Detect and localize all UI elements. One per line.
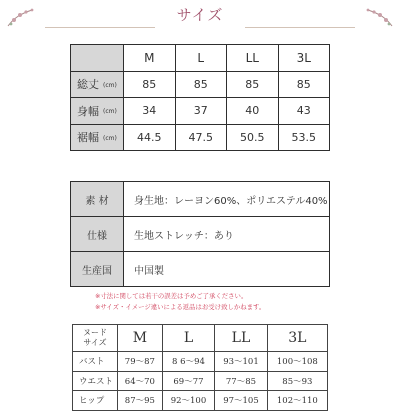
unit-label: (cm) bbox=[103, 81, 117, 89]
table-cell: 100〜108 bbox=[267, 352, 327, 372]
table-cell: 44.5 bbox=[124, 124, 176, 151]
table-cell: 87〜95 bbox=[118, 391, 163, 411]
info-value-origin: 中国製 bbox=[124, 252, 330, 287]
header bbox=[0, 0, 400, 36]
title-divider-right bbox=[245, 27, 355, 28]
size-column-3l: 3L bbox=[278, 45, 330, 72]
row-label-hip: ヒップ bbox=[73, 391, 118, 411]
size-column-m: M bbox=[124, 45, 176, 72]
table-cell: 43 bbox=[278, 98, 330, 125]
nude-column-m: M bbox=[118, 325, 163, 352]
table-cell: 77〜85 bbox=[215, 371, 268, 391]
table-row bbox=[73, 391, 328, 411]
row-label-hem-width bbox=[71, 124, 124, 151]
table-cell: 85 bbox=[175, 71, 227, 98]
table-cell: 40 bbox=[227, 98, 279, 125]
table-row bbox=[73, 371, 328, 391]
table-cell: 85 bbox=[124, 71, 176, 98]
info-label-material: 素 材 bbox=[71, 182, 124, 217]
info-value-material: 身生地：レーヨン60%、ポリエステル40% bbox=[124, 182, 330, 217]
page-title: サイズ bbox=[176, 6, 224, 24]
table-cell: 34 bbox=[124, 98, 176, 125]
nude-column-ll: LL bbox=[215, 325, 268, 352]
size-table-header-row bbox=[71, 45, 330, 72]
table-row bbox=[71, 252, 330, 287]
size-column-ll: LL bbox=[227, 45, 279, 72]
table-cell: 102〜110 bbox=[267, 391, 327, 411]
table-row bbox=[71, 124, 330, 151]
table-cell: 93〜101 bbox=[215, 352, 268, 372]
floral-ornament-icon bbox=[362, 6, 394, 30]
row-label-text: 総丈 bbox=[77, 78, 99, 92]
unit-label: (cm) bbox=[103, 108, 117, 116]
table-cell: 85 bbox=[278, 71, 330, 98]
note-return-policy: ※サイズ・イメージ違いによる返品はお受け致しかねます。 bbox=[95, 303, 266, 311]
title-divider-left bbox=[45, 27, 155, 28]
size-table bbox=[70, 44, 330, 151]
row-label-total-length bbox=[71, 71, 124, 98]
row-label-text: 裾幅 bbox=[77, 131, 99, 145]
row-label-waist: ウエスト bbox=[73, 371, 118, 391]
info-value-spec: 生地ストレッチ：あり bbox=[124, 217, 330, 252]
table-cell: 53.5 bbox=[278, 124, 330, 151]
table-cell: 92〜100 bbox=[162, 391, 215, 411]
table-row bbox=[71, 98, 330, 125]
table-cell: 69〜77 bbox=[162, 371, 215, 391]
info-label-origin: 生産国 bbox=[71, 252, 124, 287]
row-label-bust: バスト bbox=[73, 352, 118, 372]
row-label-body-width bbox=[71, 98, 124, 125]
nude-table-header-row bbox=[73, 325, 328, 352]
table-row bbox=[71, 217, 330, 252]
row-label-text: 身幅 bbox=[77, 104, 99, 118]
table-cell: 79〜87 bbox=[118, 352, 163, 372]
table-cell: 47.5 bbox=[175, 124, 227, 151]
table-cell: 85 bbox=[227, 71, 279, 98]
table-cell: 64〜70 bbox=[118, 371, 163, 391]
table-cell: 50.5 bbox=[227, 124, 279, 151]
info-label-spec: 仕様 bbox=[71, 217, 124, 252]
table-cell: 37 bbox=[175, 98, 227, 125]
unit-label: (cm) bbox=[103, 134, 117, 142]
note-measurement-tolerance: ※寸法に関しては若干の誤差は予めご了承ください。 bbox=[95, 292, 248, 300]
table-row bbox=[73, 352, 328, 372]
size-column-l: L bbox=[175, 45, 227, 72]
table-cell: 8 6〜94 bbox=[162, 352, 215, 372]
table-row bbox=[71, 71, 330, 98]
notes bbox=[95, 291, 355, 313]
nude-size-table bbox=[72, 324, 328, 411]
table-row bbox=[71, 182, 330, 217]
nude-column-3l: 3L bbox=[267, 325, 327, 352]
table-cell: 97〜105 bbox=[215, 391, 268, 411]
product-info-table bbox=[70, 181, 330, 287]
nude-size-header: ヌード サイズ bbox=[73, 325, 118, 352]
table-cell: 85〜93 bbox=[267, 371, 327, 391]
size-table-corner bbox=[71, 45, 124, 72]
nude-column-l: L bbox=[162, 325, 215, 352]
